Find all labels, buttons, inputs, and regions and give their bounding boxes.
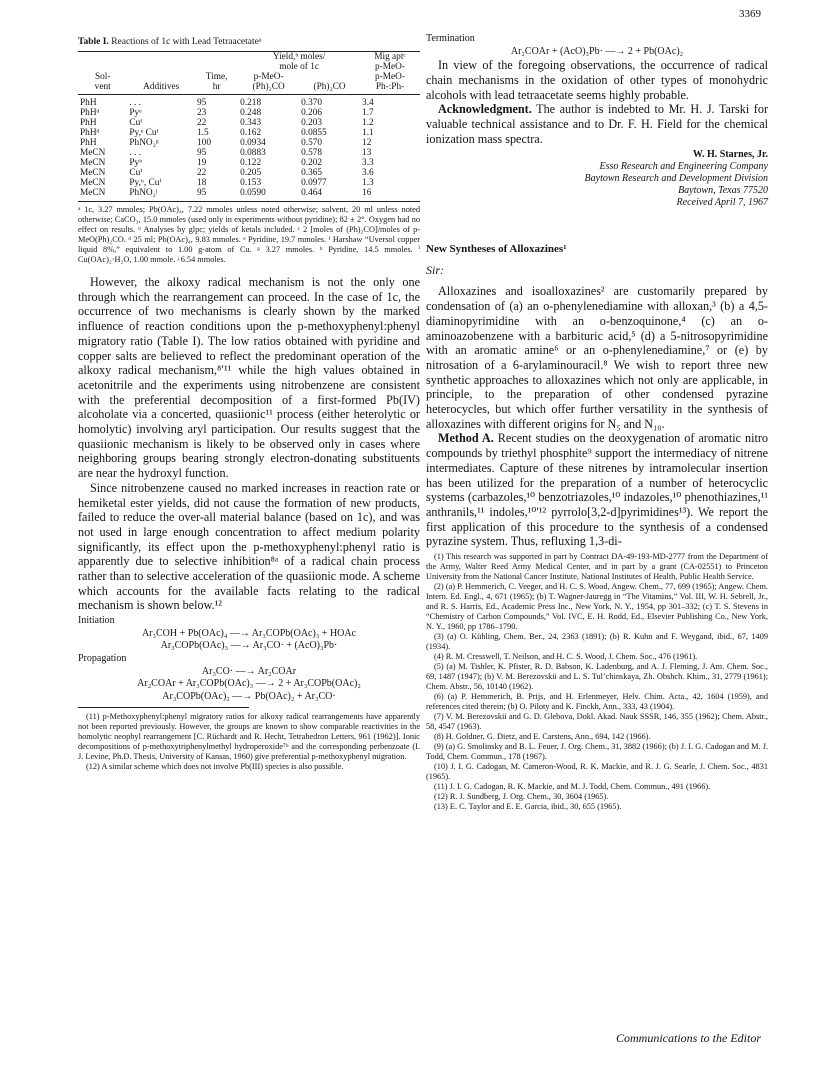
table-cell: MeCN	[80, 178, 106, 188]
table-cell: MeCN	[80, 168, 106, 178]
author-name: W. H. Starnes, Jr.	[692, 149, 768, 161]
table-cell: 95	[195, 188, 238, 202]
table-cell: 0.203	[301, 118, 323, 128]
table-cell: PhNO₂ʲ	[127, 188, 195, 202]
table-cell: 3.4	[362, 98, 374, 108]
table-cell: 0.570	[301, 138, 323, 148]
mig-subheader: p-MeO-	[375, 62, 405, 72]
table-cell: Pyʰ	[129, 158, 143, 168]
table-cell: 23	[197, 108, 207, 118]
table-cell: 0.205	[240, 168, 262, 178]
author-org: Esso Research and Engineering Company	[599, 161, 768, 173]
table-cell: PhNO₂ᵍ	[129, 138, 159, 148]
note: (9) (a) G. Smolinsky and B. L. Feuer, J. Org. Chem., 31, 3882 (1966); (b) J. I. G. Cadogan and M. J. Todd, Chem. Commun., 178 (1967).	[426, 742, 768, 762]
left-column	[78, 33, 420, 772]
scheme-label: Initiation	[78, 615, 115, 627]
col-header: Ph-:Ph-	[360, 82, 420, 95]
note: (12) R. J. Sundberg, J. Org. Chem., 30, 3604 (1965).	[434, 792, 609, 802]
note: (6) (a) P. Hemmerich, B. Prijs, and H. Erlenmeyer, Helv. Chim. Acta., 42, 1604 (1959), and references cited therein; (b) O. Piloty and K. Finckh, Ann., 333, 43 (1904).	[426, 692, 768, 712]
note: (3) (a) O. Kühling, Chem. Ber., 24, 2363 (1891); (b) R. Kuhn and F. Weygand, ibid., 67, 1409 (1934).	[426, 632, 768, 652]
table-cell: 0.0590	[238, 188, 299, 202]
table-cell: 0.206	[301, 108, 323, 118]
paragraph: However, the alkoxy radical mechanism is not the only one through which the rearrangement can proceed. In the case of 1c, the occurrence of two mechanisms is clearly shown by the marked influence of reaction conditions upon the p-methoxyphenyl:phenyl migratory ratio (Table I). The low ratios obtained with pyridine and copper salts are believed to reflect the predominant operation of the alkoxy radical mechanism,⁸ʹ¹¹ while the high values obtained in acetonitrile and the experiments using nitrobenzene are consistent with the preferential decomposition of a first-formed Pb(IV) alcoholate via a concerted, quasiionic¹¹ process (either heterolytic or homolytic) involving aryl participation. Our results suggest that the quasiionic mechanism is likely to be observed only in cases where neighboring groups bearing strongly electron-donating substituents are near the hydroxyl function.	[78, 275, 420, 481]
paragraph: Since nitrobenzene caused no marked increases in reaction rate or hemiketal ester yields, did not cause the formation of new products, failed to reduce the over-all material balance (based on 1c), and was not used in large enough concentration to affect medium polarity significantly, its effect upon the p-methoxyphenyl:phenyl ratio is apparently due to selective inhibition⁸ᵃ of a radical chain process rather than to selective acceleration of the quasiionic mode. A scheme which accounts for the available facts relating to the radical mechanism is shown below.¹²	[78, 480, 420, 613]
table-row	[78, 118, 420, 128]
table-cell: 95	[197, 98, 207, 108]
paragraph: Alloxazines and isoalloxazines² are customarily prepared by condensation of (a) an o-phenylenediamine with alloxan,³ (b) a 4,5-diaminopyrimidine with an o-benzoquinone,⁴ (c) an o-aminoazobenzene with a barbituric acid,⁵ (d) a 5-nitrosopyrimidine with an aromatic amine⁶ or an o-phenylenediamine,⁷ or (e) by nitrosation of a 6-arylaminouracil.⁸ We wish to report three new synthetic approaches to alloxazines which not only are applicable, in principle, to the preparation of other condensed pyrazine heterocycles, but which offer further versatility in the synthesis of alloxazines with different origins for N₅ and N₁₀.	[426, 284, 768, 431]
pmeo-header: p-MeO-	[253, 72, 284, 82]
note: (12) A similar scheme which does not involve Pb(III) species is also possible.	[86, 762, 344, 772]
equation: Ar₂COAr + (AcO)₃Pb· —→ 2 + Pb(OAc)₂	[510, 45, 684, 57]
left-notes	[78, 712, 420, 772]
table-cell: 0.343	[240, 118, 262, 128]
col-header: (Ph)₂CO	[299, 82, 360, 95]
acknowledgment-text: The author is indebted to Mr. H. J. Tarski for valuable technical assistance and to Dr. F. H. Field for the chemical ionization mass spectra.	[426, 102, 768, 146]
table-cell: 16	[360, 188, 420, 202]
note: (8) H. Goldner, G. Dietz, and E. Carstens, Ann., 694, 142 (1966).	[434, 732, 651, 742]
termination-scheme	[426, 33, 768, 58]
table-cell: 0.0977	[301, 178, 327, 188]
table-cell: 0.153	[240, 178, 262, 188]
table-cell: 3.3	[362, 158, 374, 168]
paragraph: In view of the foregoing observations, the occurrence of radical chain mechanisms in the oxidation of other types of monohydric alcohols with lead tetraacetate seems highly probable.	[426, 58, 768, 102]
table-cell: Cuᶠ	[129, 118, 143, 128]
yield-header: Yield,ᵇ moles/	[238, 52, 360, 63]
note: (2) (a) P. Hemmerich, C. Veeger, and H. C. S. Wood, Angew. Chem., 77, 699 (1965); Angew. Chem. Intern. Ed. Engl., 4, 671 (1965); (b) T. Wagner-Jauregg in “The Vitamins,” Vol. III, W. H. Sebrell, Jr., and R. S. Harris, Ed., Academic Press Inc., New York, N. Y., 1954, pp 301–332; (c) T. S. Stevens in “Chemistry of Carbon Compounds,” Vol. IVC, E. H. Rodd, Ed., Elsevier Publishing Co., New York, N. Y., 1960, pp 1786–1790.	[426, 582, 768, 632]
note: (5) (a) M. Tishler, K. Pfister, R. D. Babson, K. Ladenburg, and A. J. Fleming, J. Am. Chem. Soc., 69, 1487 (1947); (b) V. M. Berezovskii and L. S. Tul’chinskaya, Zh. Obshch. Khim., 31, 2779 (1961); Chem. Abstr., 56, 10140 (1962).	[426, 662, 768, 692]
table-body	[78, 95, 420, 202]
table-row	[78, 148, 420, 158]
table-row	[78, 188, 420, 202]
table-cell: . . .	[129, 98, 141, 108]
signature-block	[426, 149, 768, 209]
footer-section-name: Communications to the Editor	[616, 1031, 761, 1045]
acknowledgment-heading: Acknowledgment.	[438, 102, 532, 117]
note: (7) V. M. Berezovskii and G. D. Glebova, Dokl. Akad. Nauk SSSR, 146, 355 (1962); Chem. Abstr., 58, 4547 (1963).	[426, 712, 768, 732]
pmeo-header-2: p-MeO-	[375, 72, 405, 82]
table-row	[78, 138, 420, 148]
table-row	[78, 108, 420, 118]
page-number: 3369	[739, 8, 761, 20]
table-cell: 100	[197, 138, 211, 148]
equation: Ar₂COAr + Ar₃COPb(OAc)₃ —→ 2 + Ar₃COPb(OAc)₂	[137, 678, 361, 690]
solvent-header-top: Sol-	[94, 72, 111, 82]
table-cell: 0.365	[301, 168, 323, 178]
table-row	[78, 178, 420, 188]
col-header: (Ph)₂CO	[238, 82, 299, 95]
right-column	[426, 33, 768, 812]
table-cell: 0.0934	[240, 138, 266, 148]
reactions-table	[78, 51, 420, 202]
table-cell: 0.0883	[240, 148, 266, 158]
reaction-scheme	[78, 615, 420, 703]
table-cell: 1.7	[362, 108, 374, 118]
author-place: Baytown, Texas 77520	[678, 185, 768, 197]
table-cell: 0.248	[240, 108, 262, 118]
scheme-label: Termination	[426, 33, 475, 44]
time-header-top: Time,	[205, 72, 228, 82]
table-cell: MeCN	[80, 158, 106, 168]
right-notes	[426, 552, 768, 812]
table-cell: 1.1	[362, 128, 374, 138]
notes-divider	[78, 707, 249, 708]
table-cell: Py,ʰ, Cuⁱ	[129, 178, 162, 188]
table-cell: 0.122	[240, 158, 262, 168]
table-cell: MeCN	[80, 148, 106, 158]
table-row	[78, 158, 420, 168]
note: (4) R. M. Cresswell, T. Neilson, and H. C. S. Wood, J. Chem. Soc., 476 (1961).	[434, 652, 698, 662]
table-cell: 0.202	[301, 158, 323, 168]
table-cell: Py,ᵉ Cuᶠ	[129, 128, 159, 138]
equation: Ar₃COH + Pb(OAc)₄ —→ Ar₃COPb(OAc)₃ + HOAc	[141, 627, 357, 639]
article-body	[426, 284, 768, 549]
col-header: vent	[78, 82, 127, 95]
note: (10) J. I. G. Cadogan, M. Cameron-Wood, R. K. Mackie, and R. J. G. Searle, J. Chem. Soc., 4831 (1965).	[426, 762, 768, 782]
table-cell: 13	[362, 148, 372, 158]
table-title-label: Table I.	[78, 37, 109, 47]
table-cell: PhH	[80, 138, 97, 148]
table-cell: 1.2	[362, 118, 374, 128]
table-cell: 19	[197, 158, 207, 168]
table-row	[78, 168, 420, 178]
left-body	[78, 275, 420, 613]
table-title	[78, 37, 420, 47]
note: (1) This research was supported in part by Contract DA-49-193-MD-2777 from the Department of the Army, Walter Reed Army Medical Center, and in part by a grant (CA-02551) to Princeton University from the National Cancer Institute, National Institutes of Health, Public Health Service.	[426, 552, 768, 582]
table-footnotes: ᵃ 1c, 3.27 mmoles; Pb(OAc)₄, 7.22 mmoles unless noted otherwise; solvent, 20 ml unless noted otherwise; CaCO₃, 15.0 mmoles (used only in experiments without pyridine); 82 ± 2°. Oxygen had no effect on results. ᵇ Analyses by glpc; yields of ketals included. ᶜ 2 [moles of (Ph)₂CO]/moles of p-MeO(Ph)₂CO. ᵈ 25 ml; Pb(OAc)₄, 9.83 mmoles. ᵉ Pyridine, 19.7 mmoles. ᶠ Harshaw “Uversol copper liquid 8%,” equivalent to 1.00 g-atom of Cu. ᵍ 3.27 mmoles. ʰ Pyridine, 14.5 mmoles. ⁱ Cu(OAc)₂·H₂O, 1.00 mmole. ʲ 6.54 mmoles.	[78, 205, 420, 264]
table-cell: 12	[362, 138, 372, 148]
table-cell: 0.578	[301, 148, 323, 158]
acknowledgment	[426, 102, 768, 146]
equation: Ar₃COPb(OAc)₂ —→ Pb(OAc)₂ + Ar₃CO·	[162, 690, 336, 702]
table-title-text: Reactions of 1c with Lead Tetraacetateᵃ	[111, 37, 262, 47]
table-cell: 95	[197, 148, 207, 158]
method-text: Recent studies on the deoxygenation of aromatic nitro compounds by triethyl phosphite⁹ support the intermediacy of nitrene intermediates. Capture of these nitrenes by intramolecular insertion has been utilized for the preparation of a number of heterocyclic systems (carbazoles,¹⁰ benzotriazoles,¹⁰ indazoles,¹⁰ phenothiazines,¹¹ anthranils,¹¹ indoles,¹⁰ʹ¹² pyrrolo[3,2-d]pyrimidines¹³). We report the first application of this procedure to the synthesis of a condensed pyrazine system. Thus, refluxing 1,3-di-	[426, 431, 769, 549]
author-division: Baytown Research and Development Division	[584, 173, 768, 185]
table-cell: 0.162	[240, 128, 262, 138]
equation: Ar₃COPb(OAc)₃ —→ Ar₃CO· + (AcO)₃Pb·	[160, 640, 338, 652]
table-cell: 0.0855	[301, 128, 327, 138]
table-cell: 0.464	[299, 188, 360, 202]
note: (11) J. I. G. Cadogan, R. K. Mackie, and M. J. Todd, Chem. Commun., 491 (1966).	[434, 782, 711, 792]
received-date: Received April 7, 1967	[676, 197, 768, 209]
article-title: New Syntheses of Alloxazines¹	[426, 243, 567, 256]
table-cell: 22	[197, 168, 207, 178]
salutation: Sir:	[426, 263, 444, 278]
table-cell: MeCN	[78, 188, 127, 202]
table-cell: . . .	[129, 148, 141, 158]
table-cell: 1.5	[197, 128, 209, 138]
table-cell: PhHᵈ	[80, 128, 100, 138]
note: (13) E. C. Taylor and E. E. Garcia, ibid., 30, 655 (1965).	[434, 802, 622, 812]
col-header: Additives	[127, 82, 195, 95]
right-body	[426, 58, 768, 146]
table-row	[78, 128, 420, 138]
equation: Ar₃CO· —→ Ar₂COAr	[201, 665, 297, 677]
table-cell: 0.370	[301, 98, 323, 108]
table-cell: 1.3	[362, 178, 374, 188]
note: (11) p-Methoxyphenyl:phenyl migratory ratios for alkoxy radical rearrangements have apparently not been reported previously. However, the groups are known to show comparable reactivities in the homolytic neophyl rearrangement [C. Rüchardt and R. Hecht, Tetrahedron Letters, 961 (1962)]. Ionic decompositions of p-methoxytriphenylmethyl hydroperoxide⁷ᵇ and the corresponding perbenzoate (I. J. Levine, Ph.D. Thesis, University of Kansas, 1960) give preferential p-methoxyphenyl migration.	[78, 712, 420, 762]
method-heading: Method A.	[438, 431, 494, 446]
method-paragraph	[426, 431, 768, 549]
table-cell: 22	[197, 118, 207, 128]
table-cell: PhH	[80, 118, 97, 128]
col-header: hr	[195, 82, 238, 95]
mig-header: Mig aptᶜ	[360, 52, 420, 63]
table-cell: 0.218	[240, 98, 262, 108]
table-row	[78, 95, 420, 109]
scheme-label: Propagation	[78, 652, 127, 664]
table-cell: 3.6	[362, 168, 374, 178]
yield-subheader: mole of 1c	[279, 62, 319, 72]
table-cell: PhHᵈ	[80, 108, 100, 118]
table-cell: PhH	[80, 98, 97, 108]
table-cell: 18	[197, 178, 207, 188]
table-cell: Cuⁱ	[129, 168, 143, 178]
table-cell: Pyᵉ	[129, 108, 142, 118]
